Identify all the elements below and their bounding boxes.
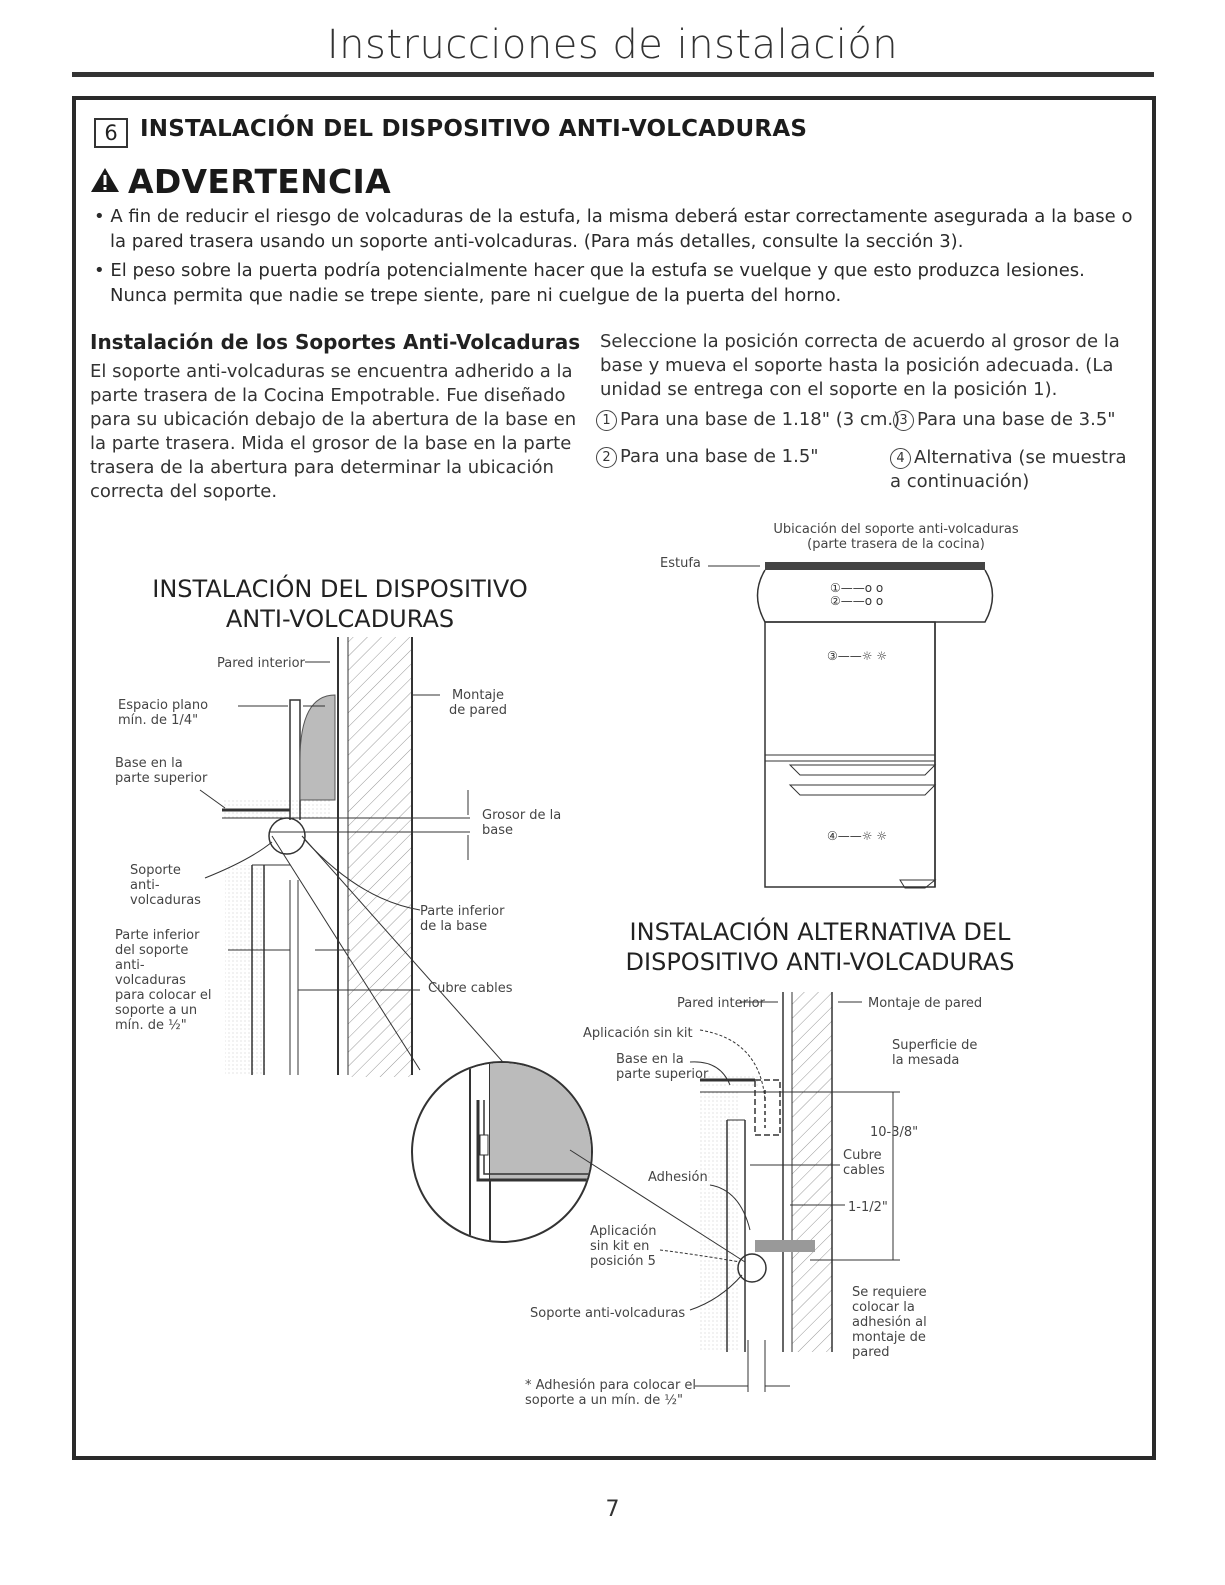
position-item: 4 Alternativa (se muestra a continuación) bbox=[890, 447, 1127, 492]
label-aplicacion-pos5: Aplicación sin kit en posición 5 bbox=[590, 1224, 657, 1269]
left-body-text: El soporte anti-volcaduras se encuentra adherido a la parte trasera de la Cocina Empotrable. Fue diseñado para su ubicación debajo de la abertura de la base en la parte trasera. Mida el grosor de la base en la parte trasera de la abertura para determinar la ubicación correcta del soporte. bbox=[90, 361, 577, 502]
label-montaje-2: Montaje de pared bbox=[868, 996, 983, 1011]
label-montaje: Montaje de pared bbox=[449, 688, 507, 718]
diagram-range-back bbox=[708, 562, 993, 888]
label-espacio-plano: Espacio plano mín. de 1/4" bbox=[118, 698, 209, 728]
svg-text:④——☼ ☼: ④——☼ ☼ bbox=[827, 829, 888, 843]
section-number: 6 bbox=[94, 118, 128, 148]
label-grosor: Grosor de la base bbox=[482, 808, 562, 838]
warning-title: ADVERTENCIA bbox=[128, 162, 391, 201]
diagram-install-title: INSTALACIÓN DEL DISPOSITIVO ANTI-VOLCADURAS bbox=[152, 575, 528, 633]
label-ubicacion: Ubicación del soporte anti-volcaduras (parte trasera de la cocina) bbox=[773, 522, 1019, 552]
warning-bullet: • A fin de reducir el riesgo de volcaduras de la estufa, la misma deberá estar correctamente asegurada a la base o la pared trasera usando un soporte anti-volcaduras. (Para más detalles, consulte la sección 3). bbox=[94, 206, 1133, 252]
position-item: 2 Para una base de 1.5" bbox=[596, 446, 819, 468]
page-title: Instrucciones de instalación bbox=[326, 22, 899, 68]
label-pared-interior-2: Pared interior bbox=[677, 996, 765, 1011]
diagram-install-drawing bbox=[200, 637, 600, 1250]
label-cubre-cables-2: Cubre cables bbox=[843, 1148, 885, 1178]
svg-text:②——o o: ②——o o bbox=[830, 594, 884, 608]
diagram-alternative-title: INSTALACIÓN ALTERNATIVA DEL DISPOSITIVO ANTI-VOLCADURAS bbox=[625, 918, 1015, 976]
label-cubre-cables: Cubre cables bbox=[428, 981, 513, 996]
label-medida-10-3-8: 10-3/8" bbox=[870, 1125, 919, 1140]
position-item: 3 Para una base de 3.5" bbox=[893, 409, 1116, 431]
label-base-superior-2: Base en la parte superior bbox=[616, 1052, 709, 1082]
left-heading: Instalación de los Soportes Anti-Volcaduras bbox=[90, 330, 581, 354]
position-item: 1 Para una base de 1.18" (3 cm.) bbox=[596, 409, 900, 431]
label-soporte-2: Soporte anti-volcaduras bbox=[530, 1306, 686, 1321]
label-estufa: Estufa bbox=[660, 556, 701, 571]
label-medida-1-1-2: 1-1/2" bbox=[848, 1200, 888, 1215]
section-title: INSTALACIÓN DEL DISPOSITIVO ANTI-VOLCADURAS bbox=[140, 116, 808, 142]
label-soporte: Soporte anti-volcaduras bbox=[130, 863, 201, 908]
label-adhesion-nota: * Adhesión para colocar el soporte a un mín. de ½" bbox=[525, 1378, 697, 1408]
warning-bullet: • El peso sobre la puerta podría potencialmente hacer que la estufa se vuelque y que esto produzca lesiones. Nunca permita que nadie se trepe siente, pare ni cuelgue de la puerta del horno. bbox=[94, 260, 1085, 306]
label-superficie: Superficie de la mesada bbox=[892, 1038, 978, 1068]
label-adhesion: Adhesión bbox=[648, 1170, 708, 1185]
right-body-text: Seleccione la posición correcta de acuerdo al grosor de la base y mueva el soporte hasta la posición adecuada. (La unidad se entrega con el soporte en la posición 1). bbox=[600, 331, 1120, 400]
page-number: 7 bbox=[605, 1497, 620, 1522]
label-se-requiere: Se requiere colocar la adhesión al montaje de pared bbox=[852, 1285, 927, 1360]
label-base-superior: Base en la parte superior bbox=[115, 756, 208, 786]
label-parte-inferior-soporte: Parte inferior del soporte anti-volcaduras para colocar el soporte a un mín. de ½" bbox=[115, 928, 212, 1033]
svg-text:③——☼ ☼: ③——☼ ☼ bbox=[827, 649, 888, 663]
label-aplicacion-sin-kit: Aplicación sin kit bbox=[583, 1026, 693, 1041]
label-pared-interior: Pared interior bbox=[217, 656, 305, 671]
label-parte-inferior-base: Parte inferior de la base bbox=[420, 904, 505, 934]
svg-text:①——o o: ①——o o bbox=[830, 581, 884, 595]
